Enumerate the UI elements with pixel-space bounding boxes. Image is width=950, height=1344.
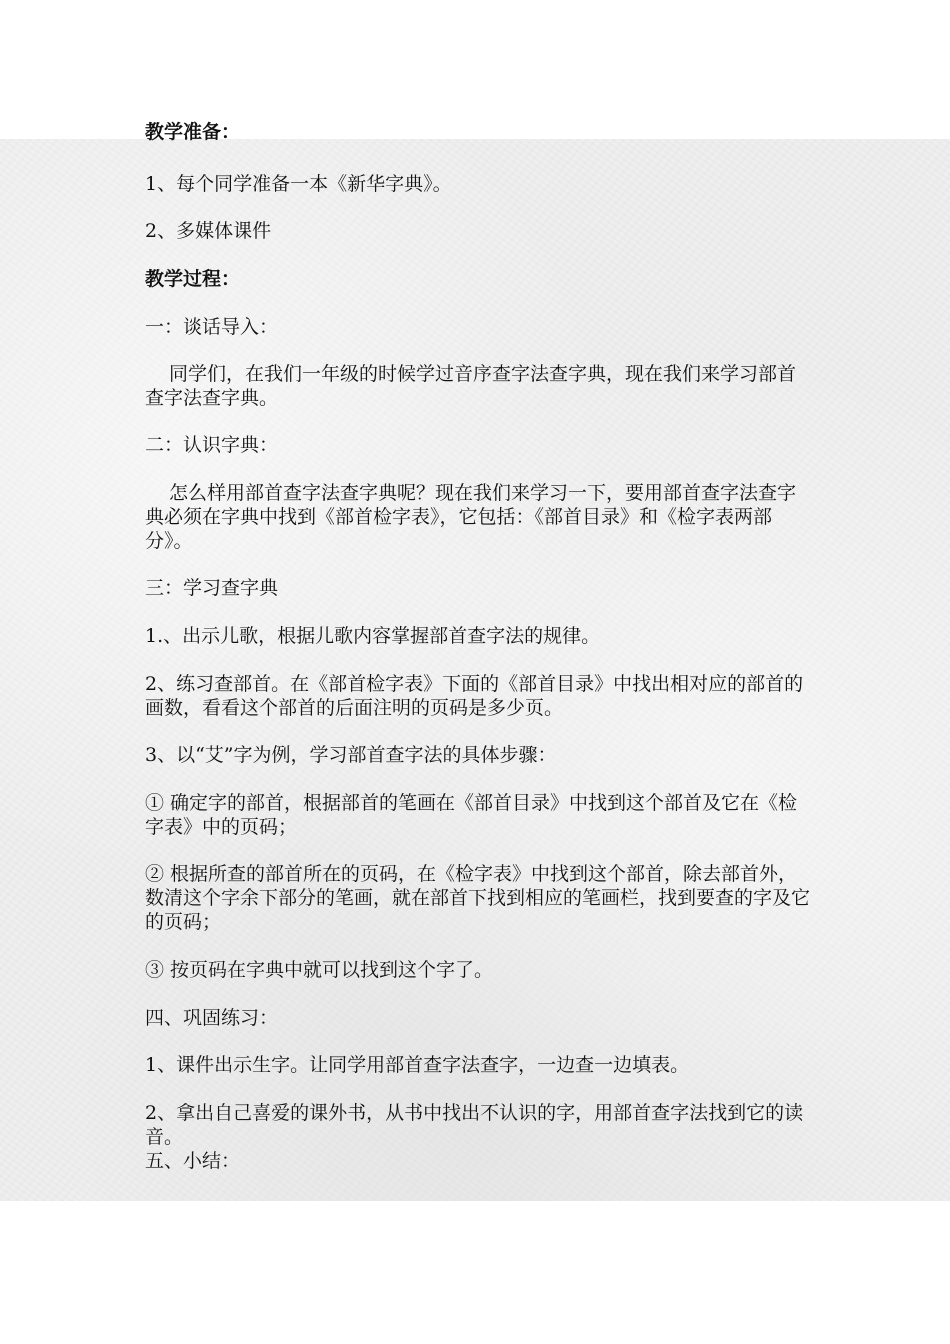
paragraph-intro: 同学们，在我们一年级的时候学过音序查字法查字典，现在我们来学习部首查字法查字典。 <box>145 363 797 409</box>
paragraph-learn-1: 1.、出示儿歌，根据儿歌内容掌握部首查字法的规律。 <box>145 625 601 647</box>
paper-background <box>0 139 950 1201</box>
paragraph-section-3: 三：学习查字典 <box>145 577 279 599</box>
paragraph-practice-1: 1、课件出示生字。让同学用部首查字法查字，一边查一边填表。 <box>145 1054 690 1076</box>
paragraph-step-1: ① 确定字的部首，根据部首的笔画在《部首目录》中找到这个部首及它在《检字表》中的页码； <box>145 792 798 838</box>
paragraph-learn-3: 3、以“艾”字为例，学习部首查字法的具体步骤： <box>145 744 557 766</box>
paragraph-prep-heading: 教学准备： <box>145 121 241 143</box>
paragraph-prep-1: 1、每个同学准备一本《新华字典》。 <box>145 173 452 195</box>
paragraph-section-5: 五、小结： <box>145 1150 241 1172</box>
paragraph-dict: 怎么样用部首查字法查字典呢？现在我们来学习一下，要用部首查字法查字典必须在字典中找到《部首检字表》，它包括：《部首目录》和《检字表两部分》。 <box>145 482 797 552</box>
paragraph-section-4: 四、巩固练习： <box>145 1007 279 1029</box>
paragraph-section-2: 二：认识字典： <box>145 434 279 456</box>
paragraph-step-2: ② 根据所查的部首所在的页码，在《检字表》中找到这个部首，除去部首外，数清这个字余下部分的笔画，就在部首下找到相应的笔画栏，找到要查的字及它的页码； <box>145 863 811 933</box>
paragraph-section-1: 一：谈话导入： <box>145 316 279 338</box>
paragraph-step-3: ③ 按页码在字典中就可以找到这个字了。 <box>145 959 494 981</box>
paragraph-process-heading: 教学过程： <box>145 268 241 290</box>
paragraph-practice-2: 2、拿出自己喜爱的课外书，从书中找出不认识的字，用部首查字法找到它的读音。 <box>145 1102 804 1148</box>
paragraph-prep-2: 2、多媒体课件 <box>145 220 272 242</box>
paragraph-learn-2: 2、练习查部首。在《部首检字表》下面的《部首目录》中找出相对应的部首的画数，看看这个部首的后面注明的页码是多少页。 <box>145 673 804 719</box>
